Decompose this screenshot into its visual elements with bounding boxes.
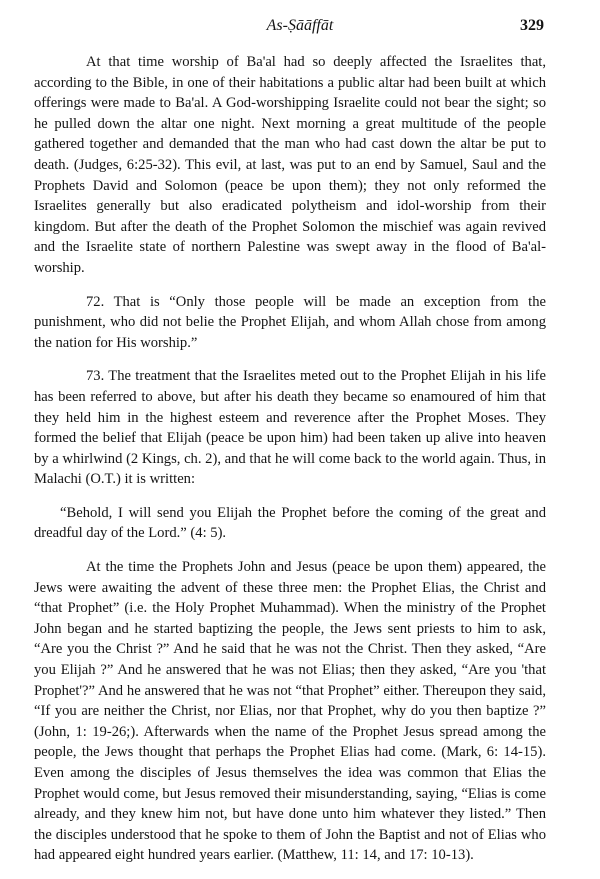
paragraph-john-and-jesus: At the time the Prophets John and Jesus (peace be upon them) appeared, the Jews were awaiting the advent of these three men: the Prophet Elias, the Christ and “that Prophet” (i.e. the Holy Prophet Muhammad). When the ministry of the Prophet John began and he started baptizing the people, the Jews sent priests to him to ask, “Are you the Christ ?” And he said that he was not the Christ. Then they asked, “Are you Elijah ?” And he answered that he was not Elias; then they asked, “Are you 'that Prophet'?” And he answered that he was not “that Prophet” either. Thereupon they said, “If you are neither the Christ, nor Elias, nor that Prophet, why do you then baptize ?” (John, 1: 19-26;). Afterwards when the name of the Prophet Jesus spread among the people, the Jews thought that perhaps the Prophet Elias had come. (Mark, 6: 14-15). Even among the disciples of Jesus themselves the idea was common that Elias the Prophet would come, but Jesus removed their misunderstanding, saying, “Elias is come already, and they knew him not, but have done unto him whatever they listed.” Then the disciples understood that he spoke to them of John the Baptist and not of Elias who had appeared eight hundred years earlier. (Matthew, 11: 14, and 17: 10-13). (34, 559, 546, 864)
note-73: 73. The treatment that the Israelites meted out to the Prophet Elijah in his life has been referred to above, but after his death they became so enamoured of him that they held him in the highest esteem and reverence after the Prophet Moses. They formed the belief that Elijah (peace be upon him) had been taken up alive into heaven by a whirlwind (2 Kings, ch. 2), and that he will come back to the world again. Thus, in Malachi (O.T.) it is written: (34, 368, 546, 488)
paragraph-baal-worship: At that time worship of Ba'al had so deeply affected the Israelites that, according to the Bible, in one of their habitations a public altar had been built at which offerings were made to Ba'al. A God-worshipping Israelite could not bear the sight; so he pulled down the altar one night. Next morning a great multitude of the people gathered together and demanded that the man who had cast down the altar be put to death. (Judges, 6:25-32). This evil, at last, was put to an end by Samuel, Saul and the Prophets David and Solomon (peace be upon them); they not only reformed the Israelites generally but also eradicated polytheism and idol-worship from their kingdom. But after the death of the Prophet Solomon the mischief was again revived and the Israelite state of northern Palestine was swept away in the flood of Ba'al-worship. (34, 54, 546, 276)
body-text (34, 52, 546, 879)
malachi-quote: “Behold, I will send you Elijah the Prophet before the coming of the great and dreadful day of the Lord.” (4: 5). (34, 504, 546, 542)
page-header (0, 17, 600, 41)
page-number: 329 (520, 17, 544, 34)
note-72: 72. That is “Only those people will be made an exception from the punishment, who did not belie the Prophet Elijah, and whom Allah chose from among the nation for His worship.” (34, 293, 546, 351)
running-title: As-Ṣāāffāt (266, 17, 334, 34)
